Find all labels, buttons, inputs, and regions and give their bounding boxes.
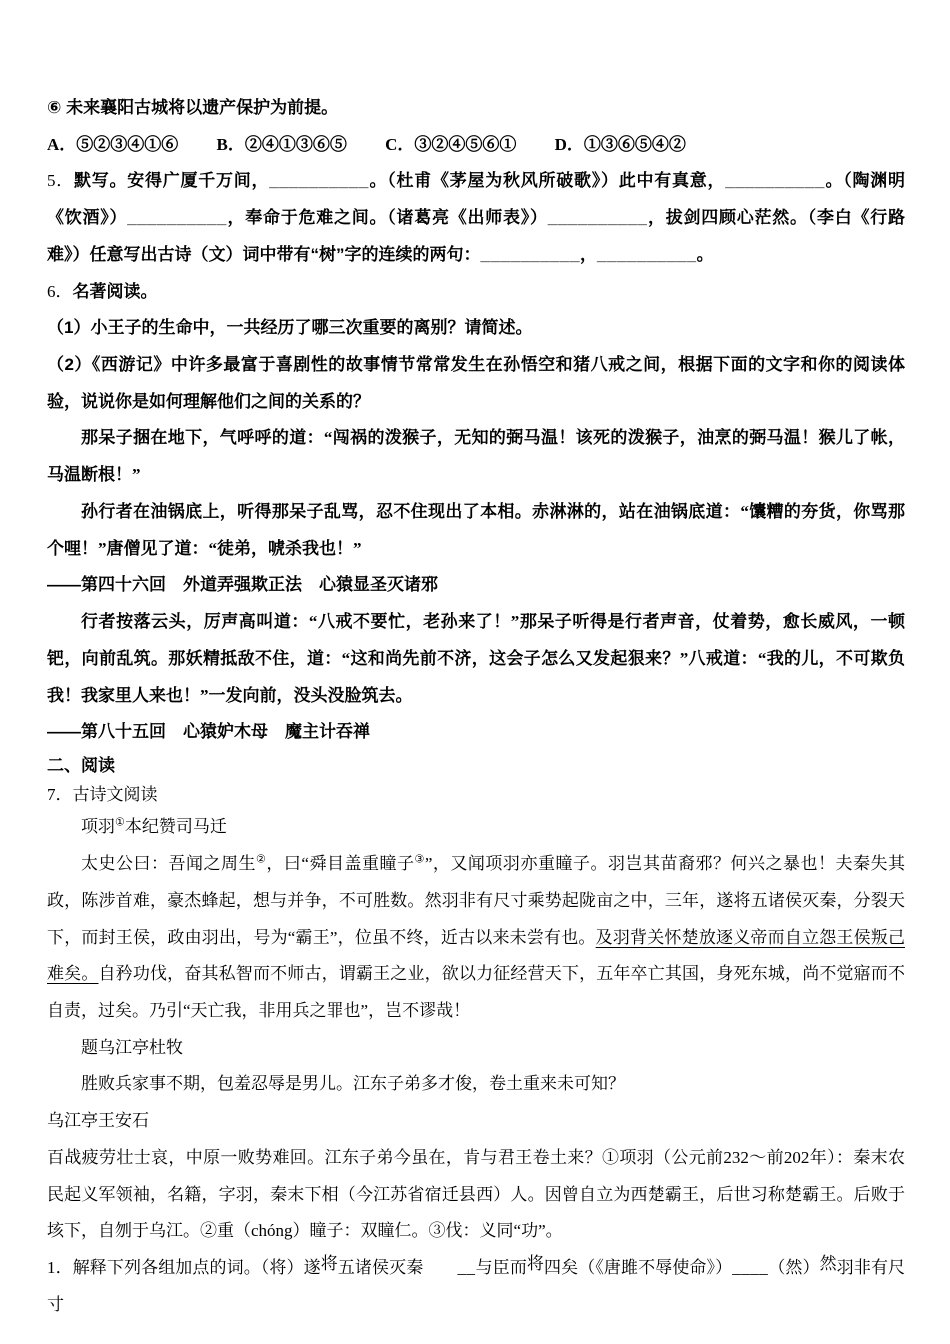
text-segment: 四矣（《唐雎不辱使命》）: [544, 1258, 733, 1278]
xiyouji-excerpt-1-para-1: [47, 420, 905, 493]
emphasized-word: 将: [526, 1254, 545, 1274]
poem-2-title: [47, 1103, 905, 1140]
text-segment: ⑥ 未来襄阳古城将以遗产保护为前提。: [47, 98, 339, 117]
text-segment: 百战疲劳壮士哀，中原一败势难回。江东子弟今虽在，肯与君王卷土来？: [47, 1147, 602, 1167]
classical-passage-title: [47, 809, 905, 846]
text-segment: 羽非有尺寸: [47, 1258, 906, 1314]
text-segment: 太史公曰：吾闻之周生: [81, 854, 257, 874]
text-segment: ①项羽（公元前232～前202年）：秦末农民起义军领袖，名籍，字羽，秦末下相（今江苏省宿迁县西）人。因曾自立为西楚霸王，后世习称楚霸王。后败于垓下，自刎于乌江。②重（chóng）瞳子：双瞳仁。③伐：义同“功”。: [47, 1147, 905, 1241]
footnote-marker: ③: [414, 853, 425, 866]
answer-blank: __________: [547, 208, 648, 228]
text-segment: 行者按落云头，厉声高叫道：“八戒不要忙，老孙来了！”那呆子听得是行者声音，仗着势，愈长威风，一顿钯，向前乱筑。那妖精抵敌不住，道：“这和尚先前不济，这会子怎么又发起狠来？”八戒道：“我的儿，不可欺负我！我家里人来也！”一发向前，没头没脸筑去。: [47, 612, 905, 705]
section-2-header: [47, 751, 905, 780]
footnote-marker: ①: [115, 816, 125, 829]
text-segment: 7．古诗文阅读: [47, 785, 158, 805]
sequencing-sentence-6: [47, 90, 905, 127]
question-6-part-1: [47, 310, 905, 347]
text-segment: 1．解释下列各组加点的词。（将）遂: [47, 1258, 321, 1278]
text-segment: （1）小王子的生命中，一共经历了哪三次重要的离别？请简述。: [47, 318, 533, 338]
text-segment: ，: [580, 244, 598, 264]
text-segment: 5．: [47, 171, 74, 191]
text-segment: 自矜功伐，奋其私智而不师古，谓霸王之业，欲以力征经营天下，五年卒亡其国，身死东城，尚不觉寤而不自责，过矣。乃引“天亡我，非用兵之罪也”，岂不谬哉！: [47, 964, 906, 1020]
text-segment: 题乌江亭杜牧: [81, 1037, 183, 1057]
answer-blank: __________: [725, 171, 825, 191]
text-segment: 名著阅读。: [72, 281, 158, 301]
text-segment: 胜败兵家事不期，包羞忍辱是男儿。江东子弟多才俊，卷土重来未可知？: [81, 1074, 625, 1094]
answer-blank: __________: [480, 244, 581, 264]
text-segment: 默写。安得广厦千万间，: [74, 171, 270, 191]
text-segment: ，曰“舜目盖重瞳子: [266, 854, 415, 874]
poem-1-title: [47, 1030, 905, 1067]
text-segment: （2）《西游记》中许多最富于喜剧性的故事情节常常发生在孙悟空和猪八戒之间，根据下面的文字和你的阅读体验，说说你是如何理解他们之间的关系的？: [47, 355, 905, 411]
document-body: [47, 90, 905, 1323]
text-segment: 那呆子捆在地下，气呼呼的道：“闯祸的泼猴子，无知的弼马温！该死的泼猴子，油烹的弼马温！猴儿了帐，马温断根！”: [47, 428, 905, 485]
choice-options-row: [47, 127, 905, 164]
question-6-part-2: [47, 347, 905, 420]
text-segment: ——第八十五回 心猿妒木母 魔主计吞禅: [47, 722, 370, 742]
text-segment: 与臣而: [475, 1258, 527, 1278]
emphasized-word: 然: [819, 1254, 837, 1274]
text-segment: ，拔剑四顾心茫然。（李白《行路难》）任意写出古诗（文）词中带有“树”字的连续的两句：: [47, 208, 906, 264]
xiyouji-excerpt-1-source: [47, 567, 905, 604]
answer-blank: __________: [127, 208, 227, 228]
underlined-clause: 及羽背关怀楚放逐义帝而自立怨王侯叛己难矣。: [47, 927, 906, 984]
xiyouji-excerpt-1-para-2: [47, 494, 905, 567]
question-6-header: [47, 274, 905, 311]
text-segment: ——第四十六回 外道弄强欺正法 心猿显圣灭诸邪: [47, 575, 438, 595]
text-segment: A．⑤②③④①⑥ B．②④①③⑥⑤ C．③②④⑤⑥① D．①③⑥⑤④②: [47, 134, 686, 154]
answer-blank: __: [457, 1258, 476, 1278]
answer-blank: ____: [732, 1258, 769, 1278]
poem-2-body-and-notes: [47, 1140, 905, 1250]
text-segment: 。（陶渊明《饮酒》）: [47, 171, 906, 228]
xiyouji-excerpt-2-para-1: [47, 604, 905, 714]
text-segment: 。: [696, 244, 714, 264]
question-7-header: [47, 780, 905, 809]
answer-blank: __________: [597, 244, 697, 264]
text-segment: 6．: [47, 281, 73, 301]
text-segment: 乌江亭王安石: [47, 1111, 149, 1131]
poem-1-body: [47, 1066, 905, 1103]
question-5-dictation: [47, 163, 905, 273]
footnote-marker: ②: [256, 853, 267, 866]
text-segment: 项羽: [81, 817, 115, 837]
text-segment: 孙行者在油锅底上，听得那呆子乱骂，忍不住现出了本相。赤淋淋的，站在油锅底道：“馕糟的夯货，你骂那个哩！”唐僧见了道：“徒弟，唬杀我也！”: [47, 501, 905, 558]
answer-blank: __________: [269, 171, 369, 191]
text-segment: （然）: [768, 1258, 820, 1278]
emphasized-word: 将: [320, 1254, 338, 1274]
text-segment: ，奉命于危难之间。（诸葛亮《出师表》）: [226, 208, 548, 228]
text-segment: 本纪赞司马迁: [124, 817, 227, 837]
text-segment: 。（杜甫《茅屋为秋风所破歌》）此中有真意，: [368, 171, 726, 191]
question-7-sub-1: [47, 1250, 905, 1323]
classical-passage-body: [47, 846, 905, 1030]
text-segment: ”，又闻项羽亦重瞳子。羽岂其苗裔邪？何兴之暴也！夫秦失其政，陈涉首难，豪杰蜂起，想与并争，不可胜数。然羽非有尺寸乘势起陇亩之中，三年，遂将五诸侯灭秦，分裂天下，而封王侯，政由羽出，号为“霸王”，位虽不终，近古以来未尝有也。: [47, 854, 906, 947]
text-segment: 二、阅读: [47, 755, 115, 775]
xiyouji-excerpt-2-source: [47, 714, 905, 751]
text-segment: 五诸侯灭秦: [337, 1258, 458, 1278]
